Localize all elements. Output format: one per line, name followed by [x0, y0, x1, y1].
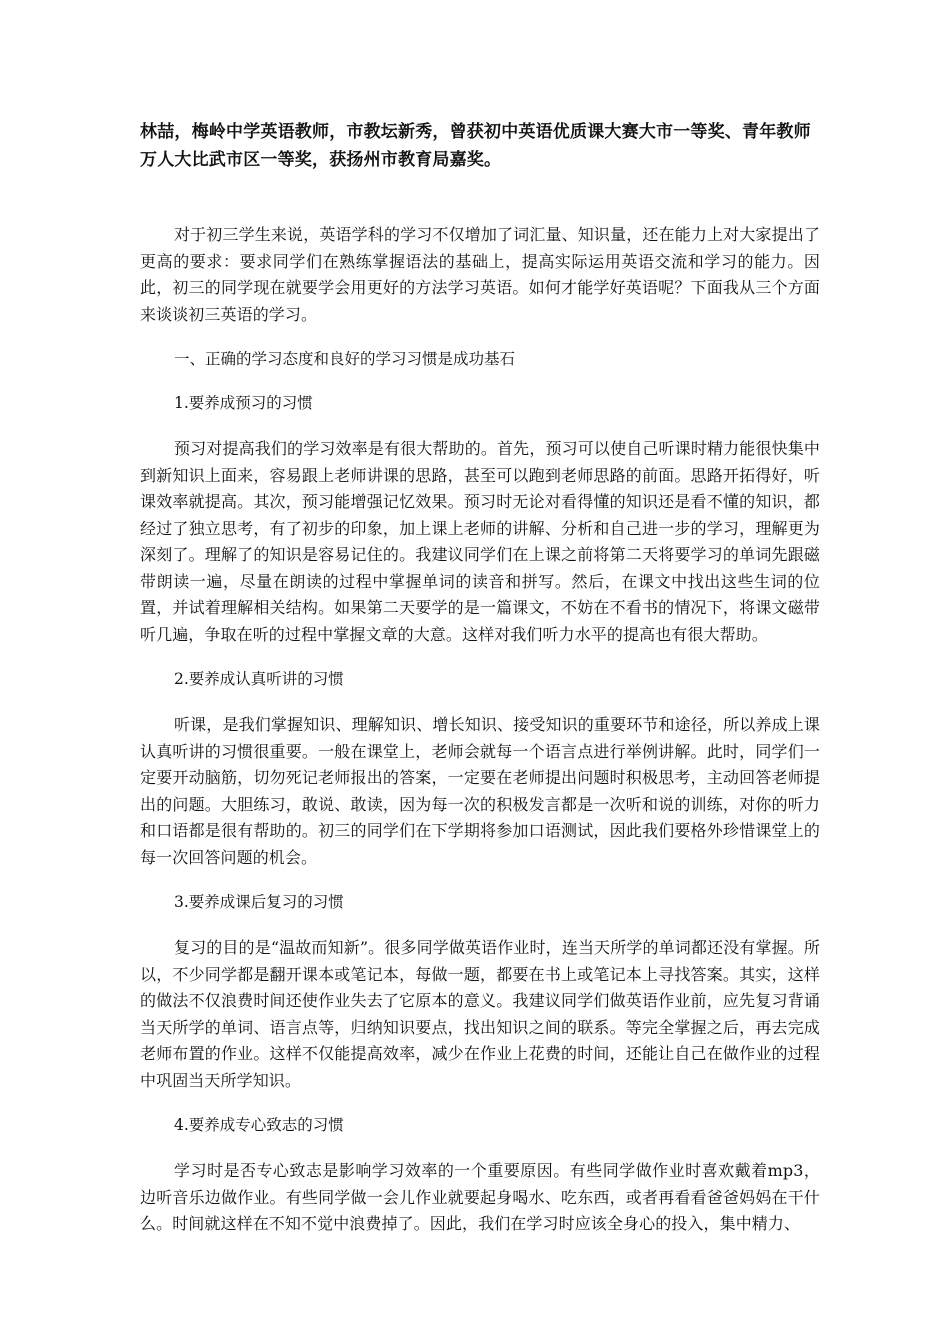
sub-3-paragraph: 复习的目的是“温故而知新”。很多同学做英语作业时，连当天所学的单词都还没有掌握。所以，不少同学都是翻开课本或笔记本，每做一题，都要在书上或笔记本上寻找答案。其实，这样的做法不仅浪费时间还使作业失去了它原本的意义。我建议同学们做英语作业前，应先复习背诵当天所学的单词、语言点等，归纳知识要点，找出知识之间的联系。等完全掌握之后，再去完成老师布置的作业。这样不仅能提高效率，减少在作业上花费的时间，还能让自己在做作业的过程中巩固当天所学知识。 — [140, 938, 820, 1090]
author-intro: 林喆，梅岭中学英语教师，市教坛新秀，曾获初中英语优质课大赛大市一等奖、青年教师万人大比武市区一等奖，获扬州市教育局嘉奖。 — [140, 122, 811, 170]
sub-1-heading: 1.要养成预习的习惯 — [174, 394, 313, 412]
sub-2-paragraph: 听课，是我们掌握知识、理解知识、增长知识、接受知识的重要环节和途径，所以养成上课认真听讲的习惯很重要。一般在课堂上，老师会就每一个语言点进行举例讲解。此时，同学们一定要开动脑筋，切勿死记老师报出的答案，一定要在老师提出问题时积极思考，主动回答老师提出的问题。大胆练习，敢说、敢读，因为每一次的积极发言都是一次听和说的训练，对你的听力和口语都是很有帮助的。初三的同学们在下学期将参加口语测试，因此我们要格外珍惜课堂上的每一次回答问题的机会。 — [140, 715, 820, 867]
sub-3-heading: 3.要养成课后复习的习惯 — [174, 893, 344, 911]
intro-paragraph: 对于初三学生来说，英语学科的学习不仅增加了词汇量、知识量，还在能力上对大家提出了更高的要求：要求同学们在熟练掌握语法的基础上，提高实际运用英语交流和学习的能力。因此，初三的同学现在就要学会用更好的方法学习英语。如何才能学好英语呢？下面我从三个方面来谈谈初三英语的学习。 — [140, 225, 820, 324]
sub-1-paragraph: 预习对提高我们的学习效率是有很大帮助的。首先，预习可以使自己听课时精力能很快集中到新知识上面来，容易跟上老师讲课的思路，甚至可以跑到老师思路的前面。思路开拓得好，听课效率就提高。其次，预习能增强记忆效果。预习时无论对看得懂的知识还是看不懂的知识，都经过了独立思考，有了初步的印象，加上课上老师的讲解、分析和自己进一步的学习，理解更为深刻了。理解了的知识是容易记住的。我建议同学们在上课之前将第二天将要学习的单词先跟磁带朗读一遍，尽量在朗读的过程中掌握单词的读音和拼写。然后，在课文中找出这些生词的位置，并试着理解相关结构。如果第二天要学的是一篇课文，不妨在不看书的情况下，将课文磁带听几遍，争取在听的过程中掌握文章的大意。这样对我们听力水平的提高也有很大帮助。 — [140, 439, 820, 644]
section-1-heading: 一、正确的学习态度和良好的学习习惯是成功基石 — [174, 350, 516, 368]
sub-2-heading: 2.要养成认真听讲的习惯 — [174, 670, 344, 688]
sub-4-heading: 4.要养成专心致志的习惯 — [174, 1116, 344, 1134]
sub-4-paragraph: 学习时是否专心致志是影响学习效率的一个重要原因。有些同学做作业时喜欢戴着mp3，边听音乐边做作业。有些同学做一会儿作业就要起身喝水、吃东西，或者再看看爸爸妈妈在干什么。时间就这样在不知不觉中浪费掉了。因此，我们在学习时应该全身心的投入，集中精力、 — [140, 1161, 820, 1233]
section-spacer — [140, 174, 820, 222]
document-page — [140, 118, 820, 1238]
